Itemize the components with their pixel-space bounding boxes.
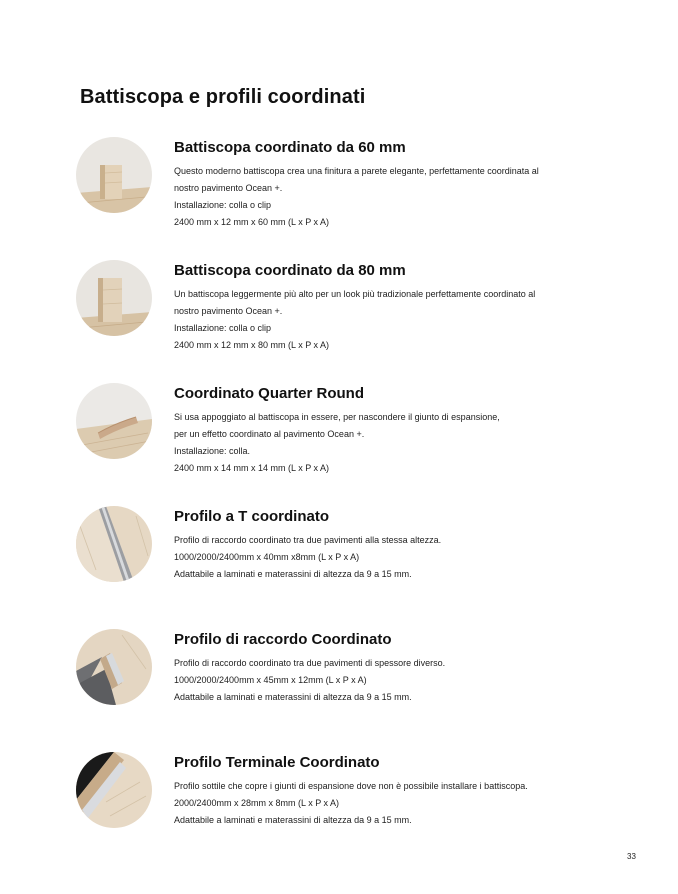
product-end-profile [76, 752, 636, 852]
product-title: Profilo Terminale Coordinato [174, 754, 380, 771]
product-transition-profile [76, 629, 636, 729]
product-compatibility: Adattabile a laminati e materassini di altezza da 9 a 15 mm. [174, 815, 412, 825]
product-skirting-80 [76, 260, 636, 360]
product-description: Profilo di raccordo coordinato tra due pavimenti di spessore diverso. [174, 658, 446, 668]
product-description: Un battiscopa leggermente più alto per un look più tradizionale perfettamente coordinato al [174, 289, 536, 299]
product-description: Si usa appoggiato al battiscopa in essere, per nascondere il giunto di espansione, [174, 412, 500, 422]
transition-profile-thumbnail-icon [76, 629, 152, 705]
product-dimensions: 2000/2400mm x 28mm x 8mm (L x P x A) [174, 798, 340, 808]
product-description: Questo moderno battiscopa crea una finitura a parete elegante, perfettamente coordinata al [174, 166, 539, 176]
product-description: per un effetto coordinato al pavimento Ocean +. [174, 429, 365, 439]
product-title: Battiscopa coordinato da 80 mm [174, 262, 406, 279]
quarter-round-thumbnail-icon [76, 383, 152, 459]
product-compatibility: Adattabile a laminati e materassini di altezza da 9 a 15 mm. [174, 692, 412, 702]
product-description: Profilo sottile che copre i giunti di espansione dove non è possibile installare i battiscopa. [174, 781, 528, 791]
page-title: Battiscopa e profili coordinati [80, 86, 366, 108]
skirting-60-thumbnail-icon [76, 137, 152, 213]
product-installation: Installazione: colla o clip [174, 323, 272, 333]
product-t-profile [76, 506, 636, 606]
product-description: nostro pavimento Ocean +. [174, 183, 283, 193]
product-compatibility: Adattabile a laminati e materassini di altezza da 9 a 15 mm. [174, 569, 412, 579]
product-title: Battiscopa coordinato da 60 mm [174, 139, 406, 156]
product-title: Profilo di raccordo Coordinato [174, 631, 392, 648]
page-number: 33 [627, 852, 636, 861]
product-dimensions: 2400 mm x 12 mm x 80 mm (L x P x A) [174, 340, 330, 350]
product-dimensions: 1000/2000/2400mm x 45mm x 12mm (L x P x A) [174, 675, 367, 685]
product-title: Coordinato Quarter Round [174, 385, 364, 402]
product-description: Profilo di raccordo coordinato tra due pavimenti alla stessa altezza. [174, 535, 442, 545]
product-installation: Installazione: colla o clip [174, 200, 272, 210]
product-skirting-60 [76, 137, 636, 237]
end-profile-thumbnail-icon [76, 752, 152, 828]
product-dimensions: 1000/2000/2400mm x 40mm x8mm (L x P x A) [174, 552, 360, 562]
product-dimensions: 2400 mm x 12 mm x 60 mm (L x P x A) [174, 217, 330, 227]
product-installation: Installazione: colla. [174, 446, 251, 456]
t-profile-thumbnail-icon [76, 506, 152, 582]
product-description: nostro pavimento Ocean +. [174, 306, 283, 316]
skirting-80-thumbnail-icon [76, 260, 152, 336]
product-dimensions: 2400 mm x 14 mm x 14 mm (L x P x A) [174, 463, 330, 473]
product-quarter-round [76, 383, 636, 483]
product-title: Profilo a T coordinato [174, 508, 330, 525]
